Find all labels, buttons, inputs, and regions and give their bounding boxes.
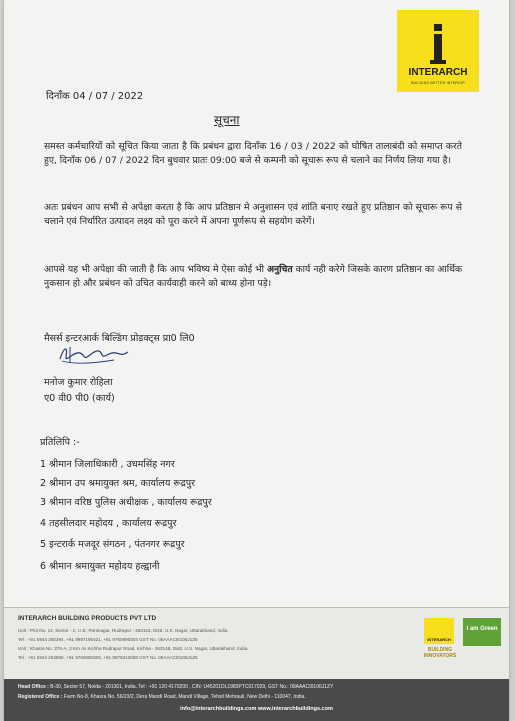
registered-office-line: [18, 694, 306, 700]
head-office-address: B-30, Sector 57, Noida - 201301, India. Tel : +91 120 4170200 , CIN: U45201DL1983PTC017029, GST No.: 09AAACI0106J1ZY: [50, 684, 334, 690]
interarch-logo: [397, 10, 479, 92]
handwritten-signature: [56, 341, 136, 367]
head-office-label: Head Office :: [18, 684, 49, 690]
footer-unit-2: Unit : Khasra No. 276-A, 2 Km on Kichha Rudrapur Road, Kichha - 263148, Distt. U.S. Nagar, Uttarakhand, India.: [18, 646, 249, 651]
logo-tagline: BUILDING BETTER INTERIOR: [411, 81, 465, 85]
signatory-designation: ए0 वी0 पी0 (कार्य): [44, 393, 115, 404]
head-office-line: [18, 684, 333, 690]
logo-name: INTERARCH: [408, 67, 468, 78]
paragraph-1: समस्त कर्मचारियों को सूचित किया जाता है कि प्रबंधन द्वारा दिनाँक 16 / 03 / 2022 को घोषित तालाबंदी को समाप्त करते हुए, दिनाँक 06 / 07 / 2022 दिन बुधवार प्रातः 09:00 बजे से कम्पनी को सूचारू रूप से चलाने का निर्णय लिया गया है।: [44, 141, 462, 166]
letter-title: सूचना: [214, 113, 240, 127]
footer-company-name: INTERARCH BUILDING PRODUCTS PVT LTD: [18, 615, 157, 622]
paragraph-3-emphasis: अनुचित: [267, 264, 293, 275]
paragraph-3: [44, 263, 462, 291]
logo-i-dot: [434, 24, 442, 31]
footer-unit-1: Unit : Plot No. 14, Sector - 2, I.I.E. Pantnagar, Rudrapur - 263153, Distt. U.S. Nagar, Uttarakhand, India.: [18, 628, 229, 633]
signatory-company: मैसर्स इन्टरआर्क बिल्डिंग प्रोडक्ट्स प्रा0 लि0: [44, 333, 195, 344]
registered-office-label: Registered Office :: [18, 694, 63, 700]
cc-item: 6 श्रीमान श्रमायुक्त महोदय हल्द्वानी: [40, 561, 160, 572]
logo-i-base: [430, 60, 446, 64]
letter-date: दिनाँक 04 / 07 / 2022: [46, 91, 144, 102]
green-logo-label: I am Green: [466, 626, 498, 632]
paragraph-2: अतः प्रबंधन आप सभी से अपेक्षा करता है कि आप प्रतिष्ठान मे अनुशासन एवं शांति बनाए रखते हुए प्रतिष्ठान को सूचारू रूप से चलाने एवं निर्धारित उत्पादन लक्ष्य को पूरा करने में अपना पूर्णरूप से सहयोग करेगें।: [44, 202, 462, 227]
logo-i-bar: [434, 34, 442, 60]
building-innovators-logo: BUILDING INNOVATORS: [423, 647, 457, 659]
footer-unit-1-tel: Tel : +91 5944 250394, +91 9997195421, +91 9760690304 GST No. 05AAACI0106J1Z6: [18, 637, 198, 642]
footer-office-band: [4, 679, 509, 721]
footer-interarch-logo: [424, 618, 454, 644]
footer-contact-web[interactable]: info@interarchbuildings.com www.interarchbuildings.com: [180, 706, 333, 712]
signatory-name: मनोज कुमार रोहिला: [44, 377, 113, 388]
footer-brand-label: INTERARCH: [427, 637, 451, 642]
footer-unit-2-tel: Tel : +91 5944 264890, +91 9760690306, +91 8979310068 GST No. 05AAACI0106J1Z6: [18, 655, 198, 660]
cc-item: 3 श्रीमान वरिष्ठ पुलिस अधीक्षक , कार्यालय रूद्रपुर: [40, 497, 212, 508]
cc-item: 5 इन्टरार्क मजदूर संगठन , पंतनगर रूद्रपुर: [40, 539, 185, 550]
cc-item: 4 तहसीलदार महोदय , कार्यालय रूद्रपुर: [40, 518, 177, 529]
i-am-green-logo: [463, 618, 501, 646]
paragraph-3-start: आपसे यह भी अपेक्षा की जाती है कि आप भविष्य मे ऐसा कोई भी: [44, 264, 267, 275]
cc-item: 2 श्रीमान उप श्रमायुक्त श्रम, कार्यालय रूद्रपुर: [40, 478, 196, 489]
cc-label: प्रतिलिपि :-: [40, 437, 80, 448]
registered-office-address: Farm No-8, Khasra No. 56/23/2, Dera Mandi Road, Mandi Village, Tehsil Mehrauli, New Delhi - 110047, India.: [63, 694, 306, 700]
cc-item: 1 श्रीमान जिलाधिकारी , उधमसिंह नगर: [40, 459, 175, 470]
paragraph-3-end: कार्य नही करेगे जिसके कारण प्रतिष्ठान का आर्थिक नुकसान हो और प्रबंधन को उचित कार्यवाही करने को बाध्य होना पड़े।: [44, 264, 462, 289]
